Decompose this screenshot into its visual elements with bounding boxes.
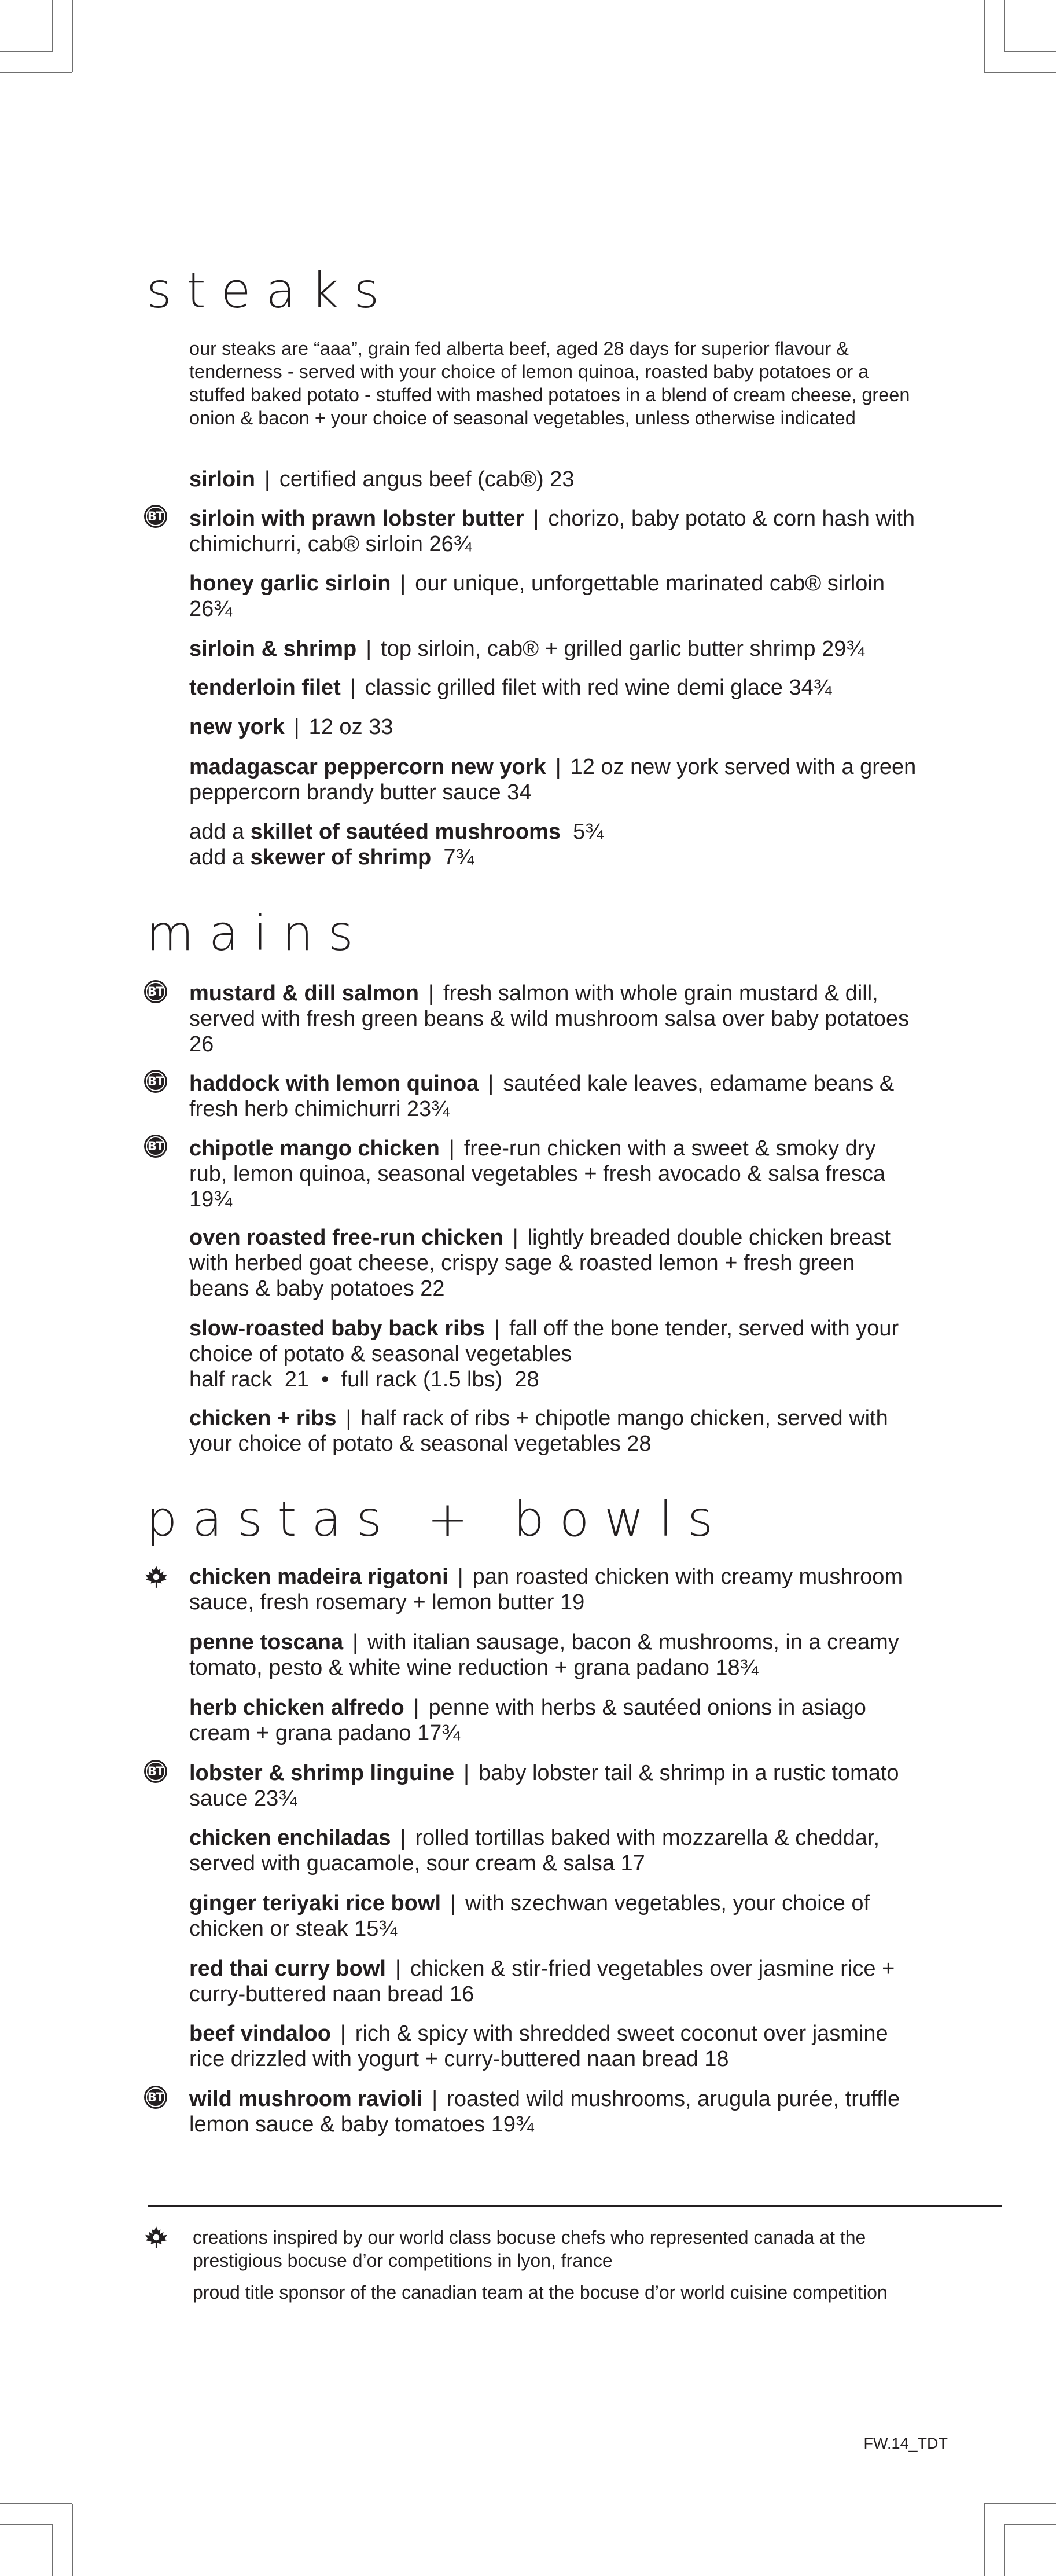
addon-mushrooms xyxy=(189,819,918,845)
item-description: pan roasted chicken with creamy mushroom sauce, fresh rosemary + lemon butter 19 xyxy=(189,1565,903,1614)
item-name: chicken madeira rigatoni xyxy=(189,1565,448,1589)
item-description: lightly breaded double chicken breast with herbed goat cheese, crispy sage & roasted lemon + fresh green beans & baby potatoes 22 xyxy=(189,1225,891,1301)
crop-mark xyxy=(52,0,53,52)
crop-mark xyxy=(0,2524,52,2525)
menu-item-tenderloin-filet xyxy=(189,675,918,700)
item-name: chipotle mango chicken xyxy=(189,1136,440,1161)
separator: | xyxy=(512,1225,518,1250)
item-name: ginger teriyaki rice bowl xyxy=(189,1891,441,1916)
separator: | xyxy=(395,1957,401,1981)
menu-item-chicken-enchiladas xyxy=(189,1825,918,1876)
menu-item-sirloin-prawn-lobster xyxy=(189,506,918,557)
menu-item-oven-roasted-chicken xyxy=(189,1225,918,1301)
bt-badge-icon: BT xyxy=(144,505,167,528)
menu-item-chipotle-mango-chicken xyxy=(189,1136,918,1212)
separator: | xyxy=(264,467,270,491)
item-description: our unique, unforgettable marinated cab® sirloin 26¾ xyxy=(189,571,885,621)
item-price-options: half rack 21 • full rack (1.5 lbs) 28 xyxy=(189,1367,539,1392)
item-name: new york xyxy=(189,715,285,739)
item-name: haddock with lemon quinoa xyxy=(189,1072,479,1096)
separator: | xyxy=(463,1761,470,1785)
menu-item-haddock-lemon-quinoa xyxy=(189,1071,918,1122)
menu-item-chicken-ribs xyxy=(189,1406,918,1456)
crop-mark xyxy=(984,0,985,72)
item-description: certified angus beef (cab®) 23 xyxy=(279,467,575,491)
maple-leaf-icon xyxy=(144,2225,168,2250)
addon-prefix: add a xyxy=(189,845,251,869)
item-description: baby lobster tail & shrimp in a rustic tomato sauce 23¾ xyxy=(189,1761,899,1811)
item-name: sirloin xyxy=(189,467,256,491)
maple-leaf-icon xyxy=(144,1565,168,1589)
bt-badge-icon: BT xyxy=(144,1070,167,1093)
crop-mark xyxy=(1004,2524,1005,2576)
document-code: FW.14_TDT xyxy=(863,2435,948,2452)
section-title-pastas-bowls: pastas + bowls xyxy=(146,1491,728,1547)
separator: | xyxy=(494,1316,500,1341)
section-title-mains: mains xyxy=(146,905,369,962)
menu-item-mustard-dill-salmon xyxy=(189,981,918,1057)
item-name: slow-roasted baby back ribs xyxy=(189,1316,485,1341)
menu-item-honey-garlic-sirloin xyxy=(189,571,918,622)
crop-mark xyxy=(72,0,73,72)
footer-divider xyxy=(148,2205,1002,2207)
crop-mark xyxy=(984,72,1056,73)
item-name: herb chicken alfredo xyxy=(189,1696,404,1720)
separator: | xyxy=(413,1696,420,1720)
crop-mark xyxy=(52,2524,53,2576)
crop-mark xyxy=(0,72,72,73)
bt-badge-icon: BT xyxy=(144,1135,167,1158)
item-name: honey garlic sirloin xyxy=(189,571,391,596)
item-name: madagascar peppercorn new york xyxy=(189,755,546,779)
crop-mark xyxy=(1004,51,1056,52)
item-description: top sirloin, cab® + grilled garlic butter shrimp 29¾ xyxy=(381,637,865,661)
crop-mark xyxy=(984,2503,1056,2504)
separator: | xyxy=(293,715,300,739)
separator: | xyxy=(400,1826,406,1850)
menu-item-red-thai-curry-bowl xyxy=(189,1956,918,2007)
addon-shrimp xyxy=(189,845,918,870)
separator: | xyxy=(366,637,372,661)
bt-badge-icon: BT xyxy=(144,980,167,1003)
item-name: wild mushroom ravioli xyxy=(189,2087,423,2111)
item-name: mustard & dill salmon xyxy=(189,981,419,1006)
bt-badge-icon: BT xyxy=(144,1760,167,1783)
item-name: lobster & shrimp linguine xyxy=(189,1761,455,1785)
item-description: rich & spicy with shredded sweet coconut over jasmine rice drizzled with yogurt + curry-buttered naan bread 18 xyxy=(189,2021,888,2071)
item-name: oven roasted free-run chicken xyxy=(189,1225,503,1250)
item-description: with italian sausage, bacon & mushrooms, in a creamy tomato, pesto & white wine reduction + grana padano 18¾ xyxy=(189,1630,899,1680)
menu-item-chicken-madeira-rigatoni xyxy=(189,1564,918,1615)
crop-mark xyxy=(0,51,52,52)
separator: | xyxy=(349,676,356,700)
item-name: red thai curry bowl xyxy=(189,1957,386,1981)
crop-mark xyxy=(1004,0,1005,52)
menu-item-penne-toscana xyxy=(189,1630,918,1680)
menu-item-ginger-teriyaki-bowl xyxy=(189,1891,918,1942)
item-description: classic grilled filet with red wine demi glace 34¾ xyxy=(365,676,832,700)
separator: | xyxy=(340,2021,346,2046)
menu-item-sirloin-shrimp xyxy=(189,636,918,662)
separator: | xyxy=(400,571,406,596)
crop-mark xyxy=(1004,2524,1056,2525)
separator: | xyxy=(457,1565,463,1589)
item-description: fresh salmon with whole grain mustard & dill, served with fresh green beans & wild mushroom salsa over baby potatoes 26 xyxy=(189,981,910,1056)
item-description: roasted wild mushrooms, arugula purée, truffle lemon sauce & baby tomatoes 19¾ xyxy=(189,2087,900,2137)
separator: | xyxy=(450,1891,456,1916)
item-description: sautéed kale leaves, edamame beans & fresh herb chimichurri 23¾ xyxy=(189,1072,895,1121)
item-description: with szechwan vegetables, your choice of chicken or steak 15¾ xyxy=(189,1891,870,1941)
item-description: penne with herbs & sautéed onions in asiago cream + grana padano 17¾ xyxy=(189,1696,866,1745)
item-description: rolled tortillas baked with mozzarella & cheddar, served with guacamole, sour cream & salsa 17 xyxy=(189,1826,880,1876)
separator: | xyxy=(533,507,539,531)
item-description: half rack of ribs + chipotle mango chicken, served with your choice of potato & seasonal vegetables 28 xyxy=(189,1406,888,1456)
menu-item-beef-vindaloo xyxy=(189,2021,918,2072)
menu-item-lobster-shrimp-linguine xyxy=(189,1760,918,1811)
separator: | xyxy=(345,1406,352,1430)
addon-price: 7¾ xyxy=(431,845,474,869)
item-description: chicken & stir-fried vegetables over jasmine rice + curry-buttered naan bread 16 xyxy=(189,1957,895,2006)
menu-item-new-york xyxy=(189,714,918,740)
item-name: beef vindaloo xyxy=(189,2021,331,2046)
separator: | xyxy=(555,755,561,779)
item-name: chicken enchiladas xyxy=(189,1826,391,1850)
menu-item-madagascar-peppercorn xyxy=(189,754,918,805)
item-description: chorizo, baby potato & corn hash with chimichurri, cab® sirloin 26¾ xyxy=(189,507,915,556)
crop-mark xyxy=(984,2504,985,2576)
separator: | xyxy=(488,1072,494,1096)
bt-badge-icon: BT xyxy=(144,2086,167,2109)
footer-note-bocuse: creations inspired by our world class bocuse chefs who represented canada at the prestigious bocuse d’or competitions in lyon, france xyxy=(193,2227,866,2271)
footer-note-sponsor: proud title sponsor of the canadian team at the bocuse d’or world cuisine competition xyxy=(193,2282,888,2303)
menu-item-wild-mushroom-ravioli xyxy=(189,2086,918,2137)
item-name: sirloin & shrimp xyxy=(189,637,357,661)
item-description: free-run chicken with a sweet & smoky dry rub, lemon quinoa, seasonal vegetables + fresh avocado & salsa fresca 19¾ xyxy=(189,1136,886,1212)
addon-prefix: add a xyxy=(189,820,251,844)
steaks-intro: our steaks are “aaa”, grain fed alberta beef, aged 28 days for superior flavour & tenderness - served with your choice of lemon quinoa, roasted baby potatoes or a stuffed baked potato - stuffed with mashed potatoes in a blend of cream cheese, green onion & bacon + your choice of seasonal vegetables, unless otherwise indicated xyxy=(189,338,910,428)
menu-item-baby-back-ribs xyxy=(189,1316,918,1392)
item-name: penne toscana xyxy=(189,1630,344,1654)
item-description: 12 oz 33 xyxy=(308,715,393,739)
addon-name: skillet of sautéed mushrooms xyxy=(250,820,561,844)
item-name: tenderloin filet xyxy=(189,676,341,700)
item-name: chicken + ribs xyxy=(189,1406,337,1430)
menu-item-herb-chicken-alfredo xyxy=(189,1695,918,1746)
item-description: fall off the bone tender, served with your choice of potato & seasonal vegetables xyxy=(189,1316,899,1366)
addon-price: 5¾ xyxy=(561,820,604,844)
item-description: 12 oz new york served with a green peppercorn brandy butter sauce 34 xyxy=(189,755,917,805)
menu-item-sirloin xyxy=(189,467,918,492)
separator: | xyxy=(448,1136,455,1161)
separator: | xyxy=(432,2087,438,2111)
addon-name: skewer of shrimp xyxy=(250,845,432,869)
separator: | xyxy=(428,981,434,1006)
item-name: sirloin with prawn lobster butter xyxy=(189,507,524,531)
section-title-steaks: steaks xyxy=(146,262,395,319)
crop-mark xyxy=(72,2504,73,2576)
crop-mark xyxy=(0,2503,72,2504)
separator: | xyxy=(352,1630,358,1654)
